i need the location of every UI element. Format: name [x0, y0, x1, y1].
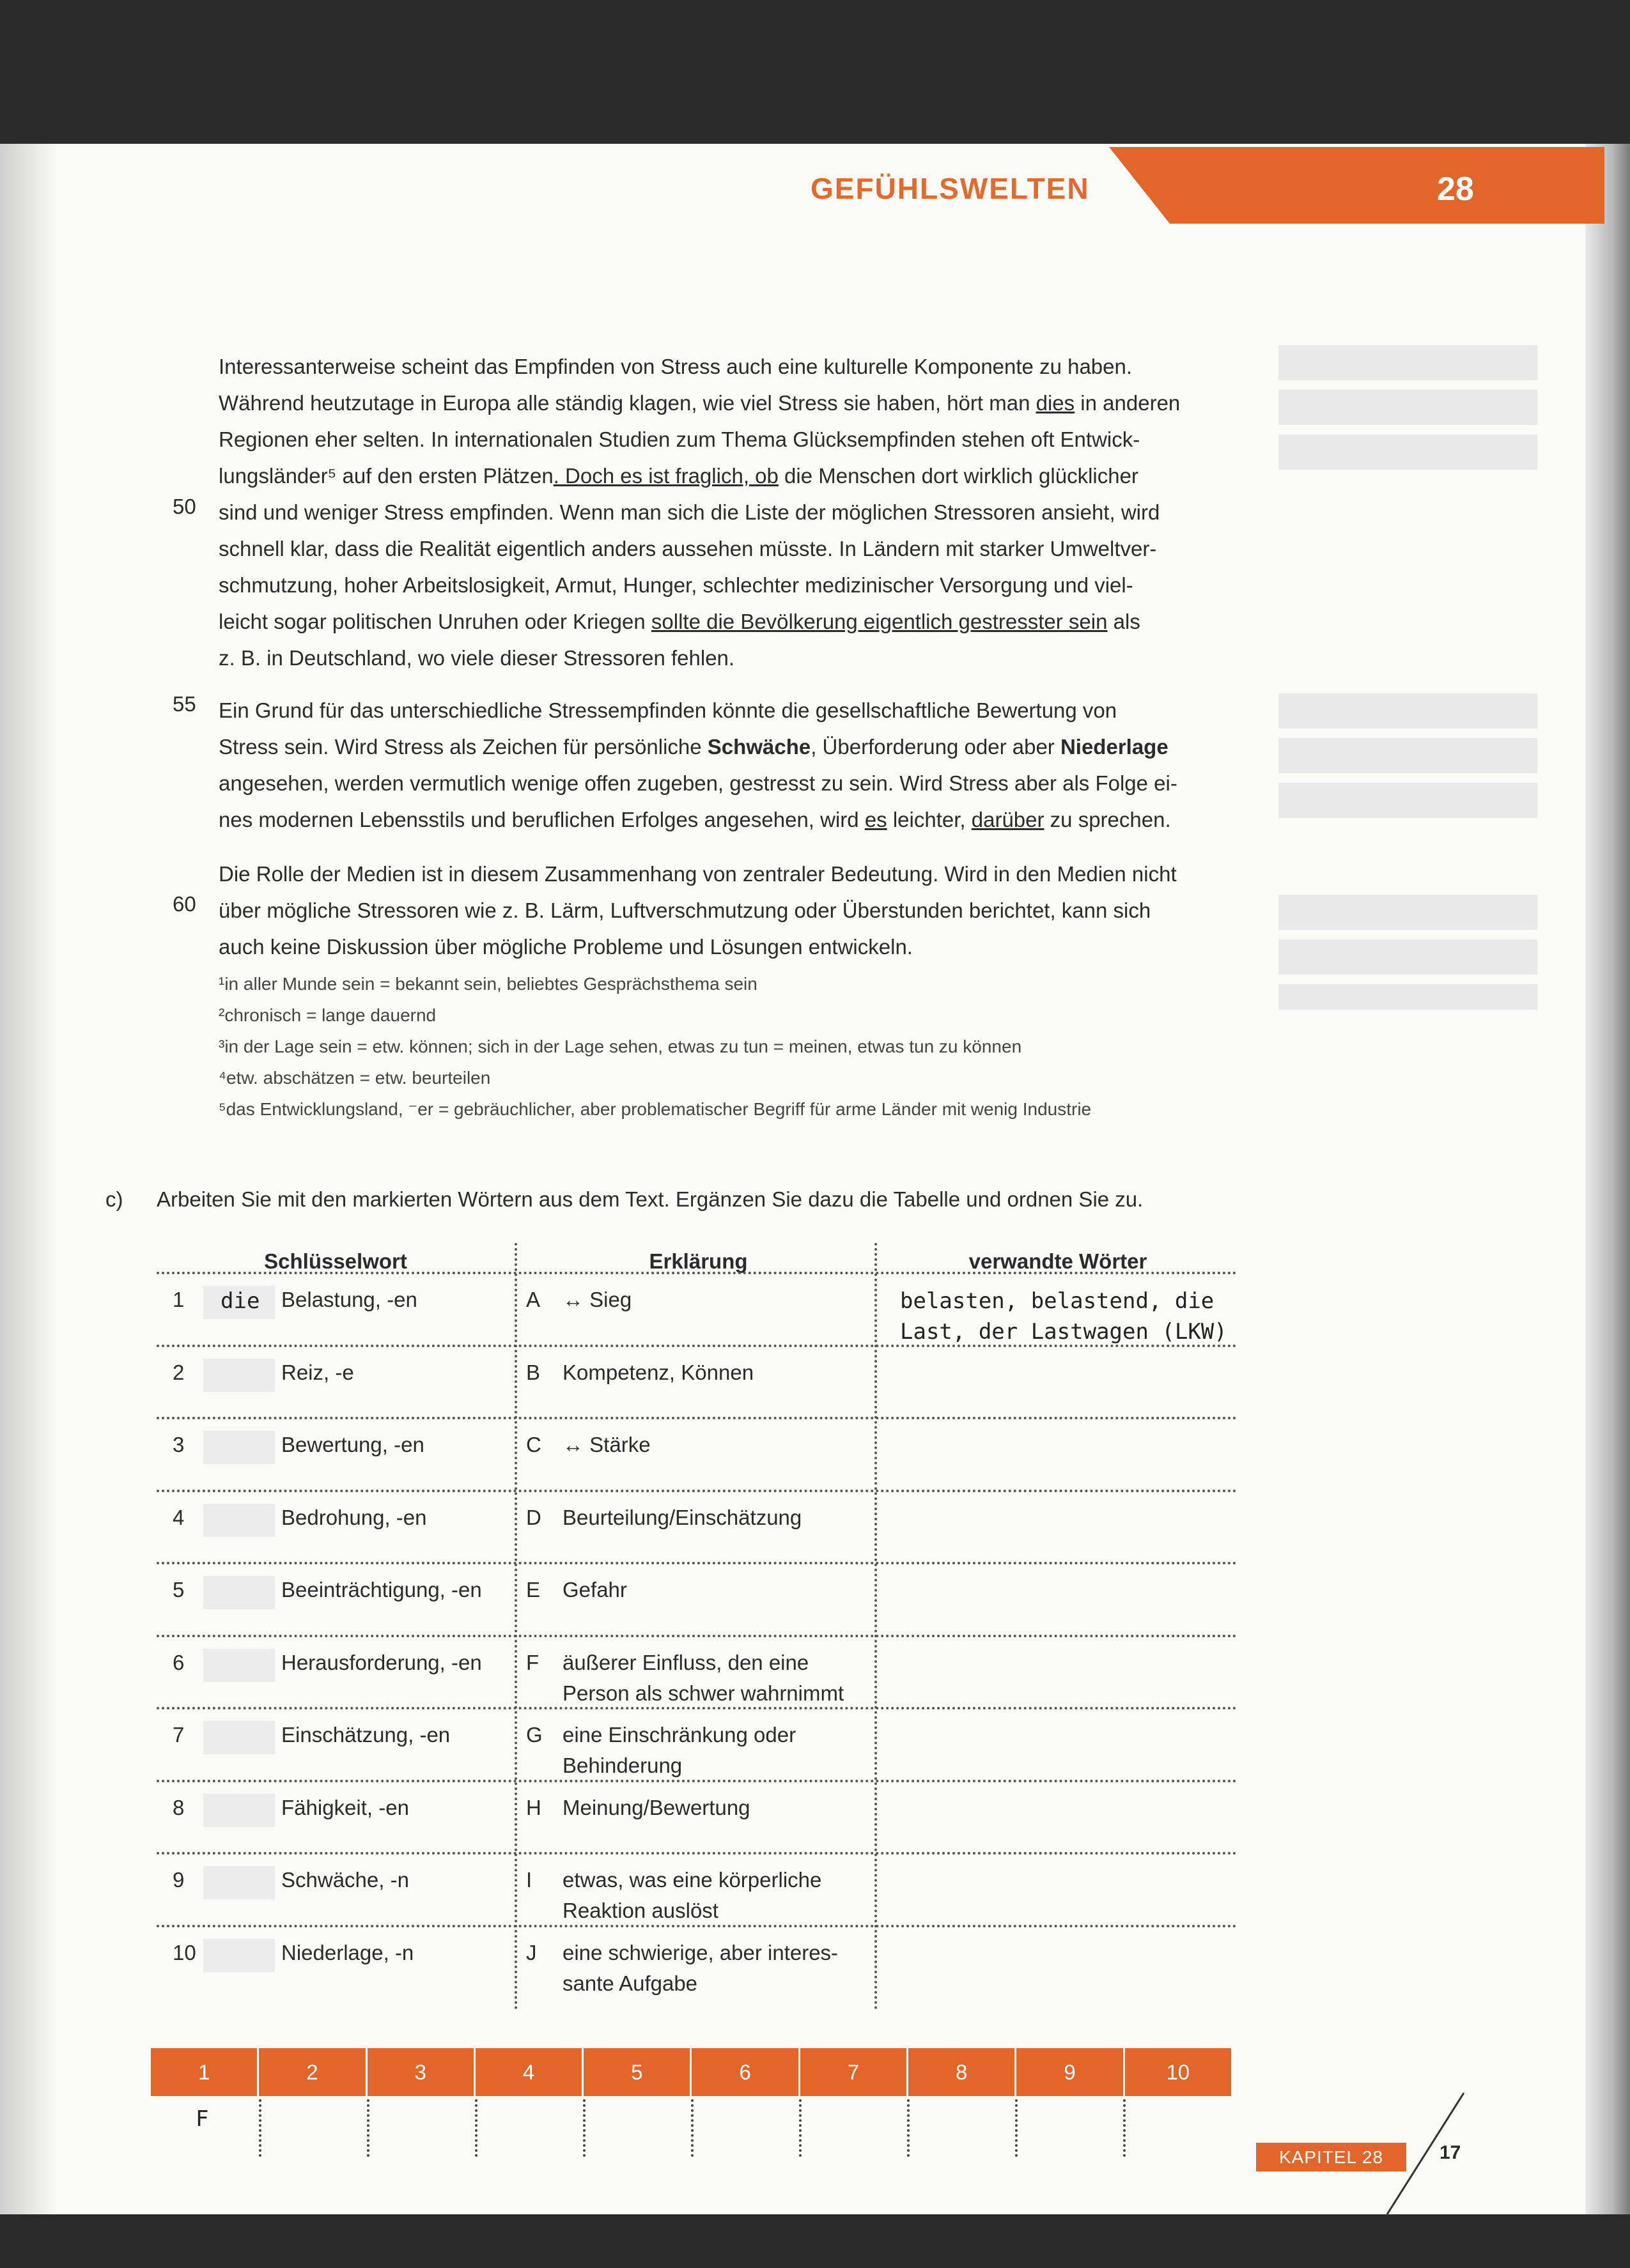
- text-line: schmutzung, hoher Arbeitslosigkeit, Armut, Hunger, schlechter medizinischer Versorgung und viel-: [219, 573, 1133, 597]
- row-number: 10: [173, 1940, 196, 1964]
- row-divider: [157, 1852, 1237, 1855]
- explanation-letter: B: [526, 1360, 541, 1384]
- answer-number: 6: [692, 2048, 800, 2096]
- reading-text: [219, 692, 1206, 838]
- answer-number: 9: [1016, 2048, 1124, 2096]
- row-number: 8: [173, 1795, 185, 1819]
- margin-showthrough: [1278, 435, 1537, 470]
- task-instruction: Arbeiten Sie mit den markierten Wörtern aus dem Text. Ergänzen Sie dazu die Tabelle und ordnen Sie zu.: [157, 1187, 1144, 1211]
- text-line: schnell klar, dass die Realität eigentlich anders aussehen müsste. In Ländern mit starker Umweltver-: [219, 537, 1157, 560]
- row-divider: [157, 1272, 1237, 1274]
- margin-showthrough: [1278, 939, 1537, 975]
- text-line: Stress sein. Wird Stress als Zeichen für persönliche Schwäche, Überforderung oder aber Niederlage: [219, 735, 1168, 759]
- answer-number: 2: [259, 2048, 367, 2096]
- footnote: ³in der Lage sein = etw. können; sich in der Lage sehen, etwas zu tun = meinen, etwas tun zu können: [219, 1037, 1022, 1056]
- answer-slot-divider: [367, 2099, 369, 2157]
- column-divider: [874, 1243, 877, 2010]
- answer-grid-header: [151, 2048, 1231, 2096]
- text-line: Die Rolle der Medien ist in diesem Zusammenhang von zentraler Bedeutung. Wird in den Medien nicht: [219, 862, 1177, 886]
- keyword: Bedrohung, -en: [281, 1505, 427, 1529]
- keyword: Belastung, -en: [281, 1288, 417, 1311]
- margin-showthrough: [1278, 693, 1537, 729]
- margin-showthrough: [1278, 390, 1537, 425]
- keyword: Herausforderung, -en: [281, 1650, 482, 1674]
- explanation-letter: D: [526, 1505, 541, 1529]
- related-words-line: belasten, belastend, die: [900, 1288, 1215, 1314]
- answer-slot-divider: [259, 2099, 261, 2157]
- article-field[interactable]: [203, 1649, 275, 1682]
- margin-showthrough: [1278, 895, 1537, 930]
- answer-number: 8: [908, 2048, 1016, 2096]
- text-line: sind und weniger Stress empfinden. Wenn man sich die Liste der möglichen Stressoren ansieht, wird: [219, 500, 1160, 524]
- row-number: 5: [173, 1578, 185, 1601]
- text-line: nes modernen Lebensstils und beruflichen Erfolges angesehen, wird es leichter, darüber zu sprechen.: [219, 808, 1171, 831]
- marked-word: dies: [1036, 391, 1075, 415]
- page-right-edge: [1585, 144, 1630, 2214]
- explanation-letter: H: [526, 1795, 541, 1819]
- row-divider: [157, 1780, 1237, 1782]
- text-line: Während heutzutage in Europa alle ständig klagen, wie viel Stress sie haben, hört man dies in anderen: [219, 391, 1181, 415]
- answer-number: 1: [151, 2048, 259, 2096]
- explanation-line: Gefahr: [563, 1578, 627, 1601]
- explanation-letter: G: [526, 1723, 543, 1747]
- answer-slot-divider: [799, 2099, 802, 2157]
- margin-showthrough: [1278, 738, 1537, 773]
- keyword: Niederlage, -n: [281, 1940, 414, 1964]
- chapter-header-band: [1109, 144, 1604, 227]
- line-number: 55: [173, 692, 196, 716]
- column-header-keyword: Schlüsselwort: [264, 1249, 407, 1273]
- column-divider: [515, 1243, 517, 2010]
- keyword: Einschätzung, -en: [281, 1723, 451, 1747]
- row-divider: [157, 1562, 1237, 1564]
- answer-number: 10: [1166, 2060, 1190, 2084]
- explanation-letter: J: [526, 1940, 537, 1964]
- text-line: leicht sogar politischen Unruhen oder Kriegen sollte die Bevölkerung eigentlich gestresster sein als: [219, 610, 1140, 633]
- keyword: Reiz, -e: [281, 1360, 354, 1384]
- column-header-related-words: verwandte Wörter: [968, 1249, 1147, 1273]
- margin-showthrough: [1278, 345, 1537, 380]
- article-answer: die: [221, 1288, 260, 1314]
- row-number: 2: [173, 1360, 185, 1384]
- explanation-line: Person als schwer wahrnimmt: [563, 1681, 844, 1705]
- text-line: lungsländer⁵ auf den ersten Plätzen. Doch es ist fraglich, ob die Menschen dort wirklich glücklicher: [219, 464, 1138, 488]
- article-field[interactable]: [203, 1359, 275, 1392]
- section-title: GEFÜHLSWELTEN: [811, 172, 1090, 205]
- explanation-line: Reaktion auslöst: [563, 1899, 718, 1922]
- marked-word: darüber: [971, 808, 1044, 831]
- related-words-line: Last, der Lastwagen (LKW): [900, 1319, 1227, 1345]
- page-gutter-shadow: [0, 144, 58, 2214]
- row-number: 7: [173, 1723, 185, 1747]
- marked-phrase: sollte die Bevölkerung eigentlich gestresster sein: [651, 610, 1108, 633]
- margin-showthrough: [1278, 783, 1537, 818]
- footnote: ⁴etw. abschätzen = etw. beurteilen: [219, 1068, 491, 1088]
- answer-slot-divider: [1123, 2099, 1126, 2157]
- explanation-line: Kompetenz, Können: [563, 1360, 754, 1384]
- marked-word: es: [864, 808, 887, 831]
- explanation-line: Meinung/Bewertung: [563, 1795, 750, 1819]
- article-field[interactable]: [203, 1794, 275, 1827]
- row-divider: [157, 1925, 1237, 1927]
- answer-slot-divider: [583, 2099, 586, 2157]
- text-line: über mögliche Stressoren wie z. B. Lärm, Luftverschmutzung oder Überstunden berichtet, kann sich: [219, 899, 1151, 922]
- task-label: c): [105, 1187, 123, 1211]
- explanation-line: sante Aufgabe: [563, 1971, 698, 1995]
- row-number: 1: [173, 1288, 185, 1311]
- explanation-letter: I: [526, 1868, 532, 1892]
- row-number: 6: [173, 1650, 185, 1674]
- article-field[interactable]: [203, 1431, 275, 1464]
- row-divider: [157, 1635, 1237, 1637]
- answer-slot-divider: [475, 2099, 477, 2157]
- explanation-line: Behinderung: [563, 1754, 683, 1777]
- text-line: auch keine Diskussion über mögliche Probleme und Lösungen entwickeln.: [219, 935, 913, 959]
- text-line: angesehen, werden vermutlich wenige offen zugeben, gestresst zu sein. Wird Stress aber als Folge ei-: [219, 771, 1177, 795]
- row-number: 4: [173, 1505, 185, 1529]
- text-line: Regionen eher selten. In internationalen Studien zum Thema Glücksempfinden stehen oft Entwick-: [219, 428, 1140, 451]
- chapter-badge: KAPITEL 28: [1256, 2143, 1406, 2172]
- line-number: 50: [173, 495, 196, 518]
- explanation-letter: C: [526, 1433, 541, 1456]
- text-line: Ein Grund für das unterschiedliche Stressempfinden könnte die gesellschaftliche Bewertung von: [219, 698, 1117, 722]
- article-field[interactable]: [203, 1721, 275, 1754]
- text-line: z. B. in Deutschland, wo viele dieser Stressoren fehlen.: [219, 646, 735, 670]
- row-number: 9: [173, 1868, 185, 1892]
- explanation-line: Beurteilung/Einschätzung: [563, 1505, 802, 1529]
- row-divider: [157, 1345, 1237, 1347]
- answer-number: 7: [800, 2048, 908, 2096]
- article-field[interactable]: [203, 1939, 275, 1972]
- footnote: ²chronisch = lange dauernd: [219, 1005, 437, 1025]
- explanation-line: ↔ Stärke: [563, 1433, 651, 1456]
- footnotes: [219, 968, 1091, 1125]
- answer-number: 5: [584, 2048, 692, 2096]
- answer-slot-value[interactable]: F: [196, 2106, 209, 2132]
- answer-number: 4: [476, 2048, 584, 2096]
- keyword: Bewertung, -en: [281, 1433, 424, 1456]
- explanation-letter: E: [526, 1578, 541, 1601]
- answer-slot-divider: [907, 2099, 910, 2157]
- row-number: 3: [173, 1433, 185, 1456]
- article-field[interactable]: [203, 1576, 275, 1609]
- marked-word: Schwäche: [707, 735, 811, 759]
- answer-number: 3: [368, 2048, 476, 2096]
- keyword: Fähigkeit, -en: [281, 1795, 409, 1819]
- row-divider: [157, 1490, 1237, 1492]
- line-number: 60: [173, 892, 196, 916]
- article-field[interactable]: [203, 1866, 275, 1899]
- row-divider: [157, 1707, 1237, 1709]
- answer-slot-divider: [1015, 2099, 1018, 2157]
- footnote: ⁵das Entwicklungsland, ⁻er = gebräuchlicher, aber problematischer Begriff für arme Länder mit wenig Industrie: [219, 1099, 1092, 1119]
- keyword: Schwäche, -n: [281, 1868, 409, 1892]
- keyword: Beeinträchtigung, -en: [281, 1578, 482, 1601]
- answer-slot-divider: [691, 2099, 694, 2157]
- page-number: 17: [1440, 2142, 1461, 2163]
- explanation-line: äußerer Einfluss, den eine: [563, 1650, 809, 1674]
- marked-word: Niederlage: [1060, 735, 1168, 759]
- reading-text: [219, 348, 1206, 676]
- explanation-line: eine Einschränkung oder: [563, 1723, 796, 1747]
- explanation-line: eine schwierige, aber interes-: [563, 1940, 839, 1964]
- chapter-number: 28: [1437, 171, 1474, 208]
- explanation-letter: F: [526, 1650, 539, 1674]
- margin-showthrough: [1278, 984, 1537, 1010]
- reading-text: [219, 856, 1206, 965]
- column-header-explanation: Erklärung: [649, 1249, 748, 1273]
- explanation-line: etwas, was eine körperliche: [563, 1868, 822, 1892]
- article-field[interactable]: [203, 1504, 275, 1537]
- footnote: ¹in aller Munde sein = bekannt sein, beliebtes Gesprächsthema sein: [219, 974, 757, 994]
- text-line: Interessanterweise scheint das Empfinden von Stress auch eine kulturelle Komponente zu haben.: [219, 355, 1133, 378]
- row-divider: [157, 1417, 1237, 1419]
- explanation-letter: A: [526, 1288, 541, 1311]
- marked-phrase: . Doch es ist fraglich, ob: [553, 464, 779, 488]
- explanation-line: ↔ Sieg: [563, 1288, 632, 1311]
